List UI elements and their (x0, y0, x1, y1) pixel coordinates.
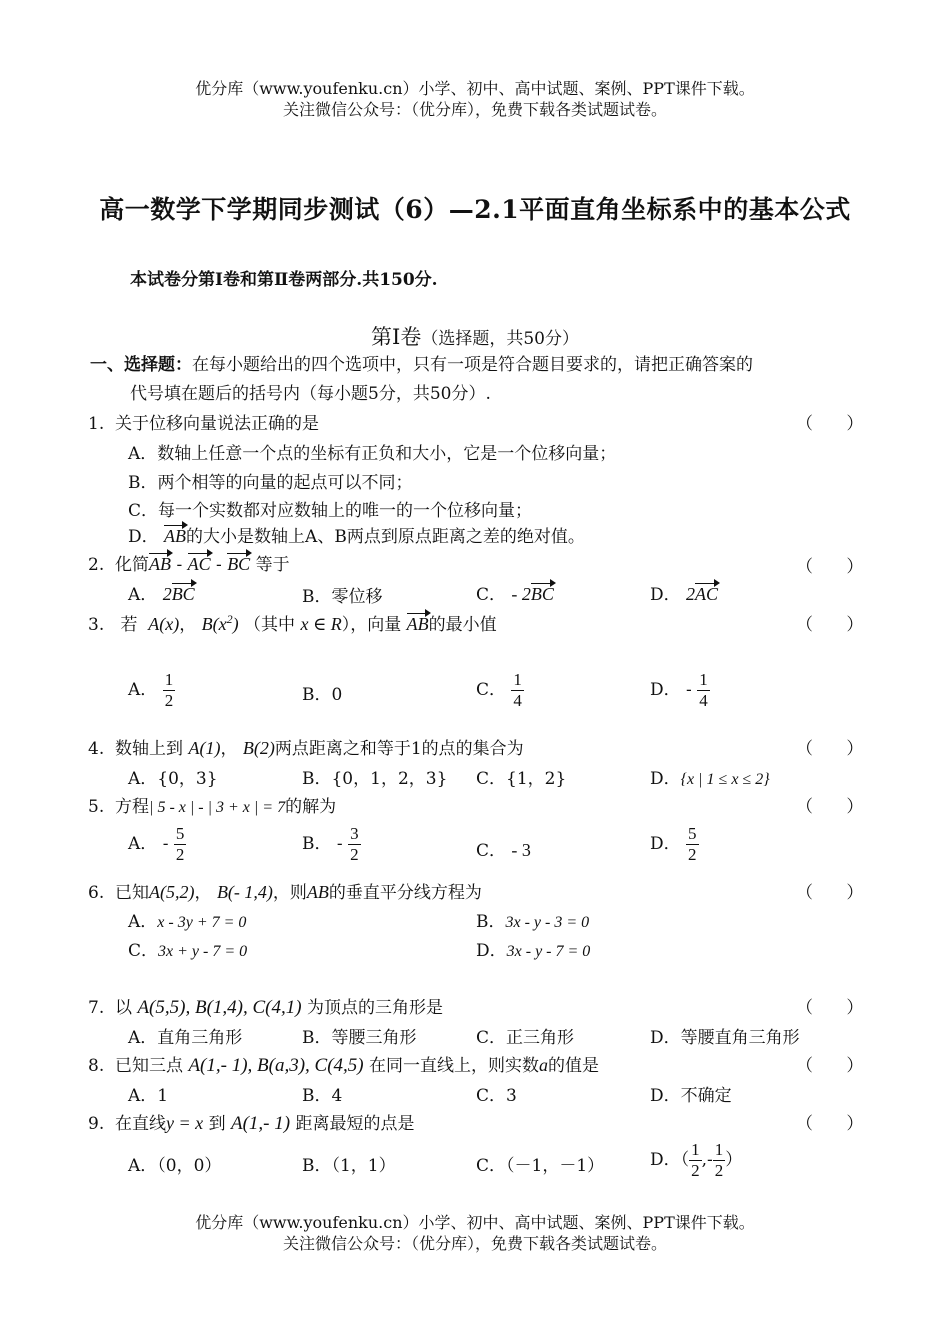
header-line-1: 优分库（www.youfenku.cn）小学、初中、高中试题、案例、PPT课件下载。 (195, 79, 755, 98)
q6-point-b: B(- 1,4) (216, 882, 273, 902)
q5-a-sign: - (162, 834, 169, 854)
q3-exponent: 2 (226, 612, 233, 626)
instructions-line-2: 代号填在题后的括号内（每小题5分，共50分）. (130, 384, 491, 404)
q2-option-c (476, 580, 554, 605)
q3-d-num: 1 (699, 670, 708, 689)
page-title: 高一数学下学期同步测试（6）—2.1平面直角坐标系中的基本公式 (99, 195, 851, 224)
q7-option-d: D．等腰直角三角形 (650, 1028, 800, 1048)
q5-num: 5. (88, 797, 105, 817)
q3-d-sign: - (686, 680, 692, 700)
q9-d-den-2: 2 (714, 1161, 724, 1180)
q9-option-d (650, 1140, 742, 1181)
q5-option-d (650, 824, 699, 865)
q2-c-label: C． (476, 585, 507, 605)
q6-b-eq: 3x - y - 3 = 0 (505, 914, 590, 931)
q8-option-b: B．4 (302, 1086, 343, 1106)
q2-answer-paren: （ ） (796, 557, 878, 577)
q9-num: 9. (88, 1114, 105, 1134)
q7-answer-paren: （ ） (796, 998, 878, 1018)
q7-num: 7. (88, 998, 105, 1018)
q4-point-b: B(2) (242, 738, 275, 758)
q4-sep: ， (220, 739, 238, 759)
q4-post: 两点距离之和等于1的点的集合为 (274, 739, 524, 759)
section-main: 第Ⅰ卷 (371, 325, 422, 349)
header-line-2: 关注微信公众号：（优分库），免费下载各类试题试卷。 (282, 100, 667, 119)
q5-a-fraction (174, 824, 187, 865)
q3-num: 3. (88, 615, 105, 635)
q1-stem-text: 关于位移向量说法正确的是 (115, 414, 320, 434)
q3-option-a (128, 670, 175, 711)
q2-stem (88, 550, 290, 575)
q8-mid: 在同一直线上，则实数 (369, 1056, 540, 1076)
q5-b-sign: - (336, 834, 343, 854)
q2-option-d (650, 580, 718, 605)
q1-option-d (128, 522, 585, 547)
q3-a-den: 2 (164, 691, 174, 710)
q6-num: 6. (88, 883, 105, 903)
q3-a-fraction (163, 670, 176, 711)
q1-option-b: B．两个相等的向量的起点可以不同； (128, 473, 413, 493)
q3-mid: （其中 (244, 615, 296, 635)
q9-d-num-1: 1 (691, 1140, 700, 1159)
q9-pre: 在直线 (115, 1114, 167, 1134)
footer-line-1: 优分库（www.youfenku.cn）小学、初中、高中试题、案例、PPT课件下载。 (195, 1213, 755, 1232)
q7-points: A(5,5), B(1,4), C(4,1) (137, 997, 302, 1018)
q5-pre: 方程 (115, 797, 150, 817)
q8-var: a (539, 1055, 549, 1075)
q8-post: 的值是 (548, 1056, 600, 1076)
q3-stem (88, 610, 497, 635)
q1-stem (88, 409, 319, 434)
q6-sep: ， (194, 883, 212, 903)
q5-d-fraction (686, 824, 699, 865)
q6-segment: AB (306, 882, 329, 902)
q6-pre: 已知 (115, 883, 150, 903)
q1-option-a: A．数轴上任意一个点的坐标有正负和大小，它是一个位移向量； (128, 444, 617, 464)
q7-stem (88, 993, 443, 1019)
q8-points: A(1,- 1), B(a,3), C(4,5) (188, 1055, 364, 1076)
q3-c-num: 1 (513, 670, 522, 689)
q3-c-fraction (511, 670, 524, 711)
q2-c-coef: - 2 (511, 584, 531, 604)
q3-condition: x ∈ R (300, 614, 342, 634)
q6-mid: ，则 (272, 883, 307, 903)
q7-post: 为顶点的三角形是 (306, 998, 443, 1018)
q6-point-a: A(5,2) (149, 882, 195, 902)
q9-d-fraction-1 (689, 1140, 702, 1181)
q6-option-a (128, 907, 246, 932)
q9-d-label: D．（ (650, 1150, 690, 1170)
q4-num: 4. (88, 739, 105, 759)
q2-a-coef: 2 (162, 584, 172, 604)
q1-num: 1. (88, 414, 105, 434)
q3-answer-paren: （ ） (796, 615, 878, 635)
q3-point-b-base: B(x (201, 614, 227, 634)
q5-answer-paren: （ ） (796, 797, 878, 817)
q4-option-b: B．{0，1，2，3} (302, 769, 448, 789)
q9-answer-paren: （ ） (796, 1114, 878, 1134)
q3-vector: AB (407, 610, 429, 635)
q2-stem-pre: 化简 (115, 555, 150, 575)
q5-b-fraction (348, 824, 361, 865)
q9-mid: 到 (208, 1114, 226, 1134)
q6-d-eq: 3x - y - 7 = 0 (506, 943, 591, 960)
q6-option-c (128, 936, 247, 961)
q5-post: 的解为 (285, 797, 337, 817)
q6-d-label: D． (476, 941, 507, 961)
q2-d-coef: 2 (686, 584, 696, 604)
instructions-line-1 (90, 350, 753, 375)
q3-point-a: A(x) (148, 614, 180, 634)
q5-a-label: A． (128, 834, 158, 854)
q5-d-num: 5 (688, 824, 697, 843)
q2-d-label: D． (650, 585, 681, 605)
q1-d-label: D． (128, 527, 159, 547)
q8-option-c: C．3 (476, 1086, 517, 1106)
q2-vec-ab: AB (149, 550, 171, 575)
q3-a-num: 1 (164, 670, 174, 689)
q5-c-value: - 3 (511, 840, 531, 860)
q3-point-b (202, 614, 239, 634)
q9-d-fraction-2 (713, 1140, 726, 1181)
q7-option-c: C．正三角形 (476, 1028, 575, 1048)
q6-b-label: B． (476, 912, 506, 932)
section-heading (0, 321, 950, 351)
q2-minus-2: - (216, 555, 222, 575)
q5-d-den: 2 (688, 845, 697, 864)
q9-d-den-1: 2 (691, 1161, 700, 1180)
q9-d-sep: ,- (701, 1150, 713, 1170)
q6-a-eq: x - 3y + 7 = 0 (157, 914, 247, 931)
footer-line-2: 关注微信公众号：（优分库），免费下载各类试题试卷。 (282, 1234, 667, 1253)
q9-point: A(1,- 1) (230, 1113, 291, 1134)
q9-stem (88, 1109, 414, 1135)
q5-b-num: 3 (350, 824, 359, 843)
q5-a-num: 5 (175, 824, 185, 843)
q2-option-a (128, 580, 195, 605)
q3-pre: 若 (120, 615, 138, 635)
q1-d-text: 的大小是数轴上A、B两点到原点距离之差的绝对值。 (186, 527, 585, 547)
q2-vec-bc: BC (227, 550, 250, 575)
q3-option-b: B．0 (302, 685, 343, 705)
q4-option-d (650, 764, 770, 789)
q4-stem (88, 734, 524, 759)
q9-d-close: ） (725, 1150, 743, 1170)
q1-option-c: C．每一个实数都对应数轴上的唯一的一个位移向量； (128, 501, 533, 521)
intro-text: 本试卷分第Ⅰ卷和第Ⅱ卷两部分.共150分. (130, 270, 438, 290)
q5-option-c (476, 836, 531, 861)
q3-comma: ， (179, 615, 197, 635)
q3-d-label: D． (650, 680, 681, 700)
section-note: （选择题，共50分） (421, 329, 579, 349)
q4-pre: 数轴上到 (115, 739, 184, 759)
q3-d-fraction (697, 670, 710, 711)
q5-b-label: B． (302, 834, 332, 854)
q3-d-den: 4 (699, 691, 708, 710)
q6-c-eq: 3x + y - 7 = 0 (158, 943, 248, 960)
q3-c-den: 4 (513, 691, 522, 710)
q8-option-a: A．1 (128, 1086, 169, 1106)
q4-answer-paren: （ ） (796, 739, 878, 759)
q8-num: 8. (88, 1056, 105, 1076)
q9-d-num-2: 1 (714, 1140, 724, 1159)
q3-post: ），向量 (341, 615, 402, 635)
q8-stem (88, 1051, 599, 1077)
q9-option-a: A．（0，0） (128, 1156, 222, 1176)
q3-option-d (650, 670, 710, 711)
q9-line: y = x (166, 1113, 204, 1133)
instructions-text-1: 在每小题给出的四个选项中，只有一项是符合题目要求的，请把正确答案的 (192, 355, 753, 375)
q6-c-label: C． (128, 941, 159, 961)
q4-d-label: D． (650, 769, 681, 789)
q4-option-c: C．{1，2} (476, 769, 567, 789)
q2-vec-ac: AC (188, 550, 211, 575)
q7-option-b: B．等腰三角形 (302, 1028, 417, 1048)
q6-post: 的垂直平分线方程为 (328, 883, 482, 903)
q4-option-a: A．{0，3} (128, 769, 218, 789)
instructions-label: 一、选择题： (90, 355, 192, 375)
q9-option-c: C．（－1，－1） (476, 1156, 605, 1176)
q2-a-vec: BC (172, 580, 195, 605)
q7-pre: 以 (115, 998, 133, 1018)
q9-option-b: B．（1，1） (302, 1156, 396, 1176)
q1-d-vector: AB (164, 522, 186, 547)
q2-option-b: B．零位移 (302, 587, 383, 607)
q5-b-den: 2 (350, 845, 359, 864)
q2-c-vec: BC (531, 580, 554, 605)
q6-option-b (476, 907, 589, 932)
q5-c-label: C． (476, 841, 507, 861)
q2-stem-post: 等于 (255, 555, 290, 575)
q2-a-label: A． (128, 585, 158, 605)
q5-d-label: D． (650, 834, 681, 854)
q6-option-d (476, 936, 590, 961)
q5-option-a (128, 824, 186, 865)
q6-answer-paren: （ ） (796, 883, 878, 903)
q2-num: 2. (88, 555, 105, 575)
q3-a-label: A． (128, 680, 158, 700)
q3-point-b-close: ) (232, 614, 239, 634)
q8-answer-paren: （ ） (796, 1056, 878, 1076)
q3-option-c (476, 670, 524, 711)
q6-a-label: A． (128, 912, 158, 932)
q5-stem (88, 792, 336, 817)
q3-c-label: C． (476, 680, 507, 700)
q2-minus-1: - (176, 555, 183, 575)
q5-option-b (302, 824, 361, 865)
q4-d-math: {x | 1 ≤ x ≤ 2} (680, 771, 770, 788)
q9-post: 距离最短的点是 (295, 1114, 415, 1134)
q3-tail: 的最小值 (428, 615, 497, 635)
q1-answer-paren: （ ） (796, 414, 878, 434)
q4-point-a: A(1) (188, 738, 221, 758)
q7-option-a: A．直角三角形 (128, 1028, 243, 1048)
q8-pre: 已知三点 (115, 1056, 184, 1076)
q2-d-vec: AC (695, 580, 718, 605)
q5-a-den: 2 (175, 845, 185, 864)
q6-stem (88, 878, 482, 903)
q5-equation: | 5 - x | - | 3 + x | = 7 (149, 799, 286, 816)
q8-option-d: D．不确定 (650, 1086, 732, 1106)
